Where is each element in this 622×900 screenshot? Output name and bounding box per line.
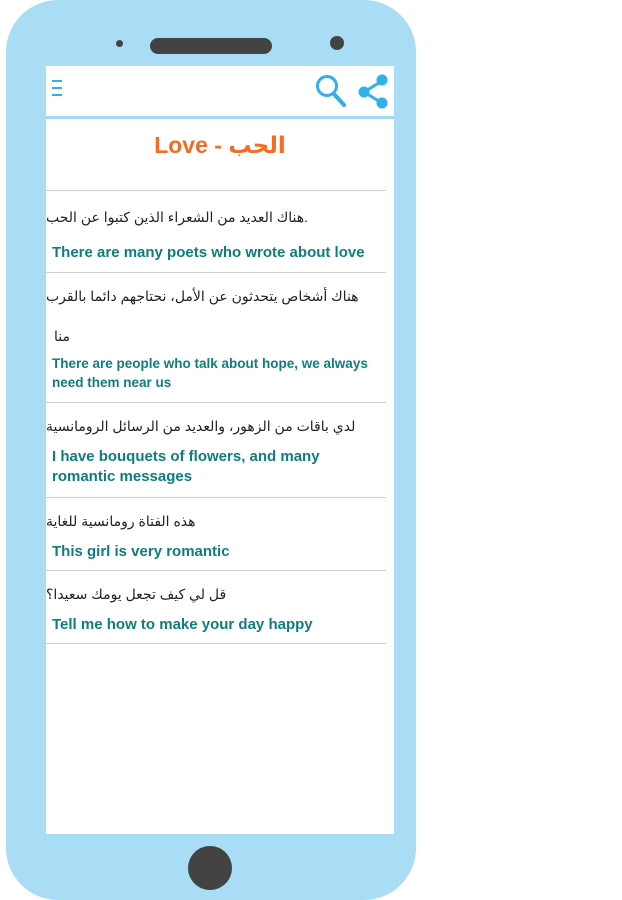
phrase-arabic: قل لي كيف تجعل يومك سعيدا؟ (46, 586, 227, 602)
phrase-english: There are people who talk about hope, we always need them near us (52, 356, 368, 390)
divider (46, 402, 386, 403)
divider (46, 190, 386, 191)
title-arabic: الحب (228, 132, 286, 158)
front-camera (330, 36, 344, 50)
phone-screen (46, 66, 394, 834)
phone-frame (6, 0, 416, 900)
divider (46, 497, 386, 498)
phrase-english: Tell me how to make your day happy (52, 616, 313, 633)
phrase-english: This girl is very romantic (52, 543, 230, 560)
earpiece-speaker (150, 38, 272, 54)
divider (46, 272, 386, 273)
search-icon[interactable] (314, 72, 348, 110)
divider (46, 570, 386, 571)
page-title (46, 132, 394, 159)
phrase-arabic: هناك العديد من الشعراء الذين كتبوا عن الحب. (46, 209, 309, 225)
home-button[interactable] (188, 846, 232, 890)
divider (46, 643, 386, 644)
phrase-arabic: هذه الفتاة رومانسية للغاية (46, 513, 196, 529)
share-icon[interactable] (356, 72, 390, 110)
phrase-arabic-continued: منا (54, 328, 70, 344)
title-english: Love (154, 132, 208, 158)
app-bar (46, 66, 394, 119)
phrase-arabic: هناك أشخاص يتحدثون عن الأمل، نحتاجهم دائما بالقرب (46, 288, 359, 304)
phrase-arabic: لدي باقات من الزهور، والعديد من الرسائل الرومانسية (46, 418, 356, 434)
menu-icon[interactable] (52, 80, 62, 98)
front-sensor (116, 40, 123, 47)
phrase-english: There are many poets who wrote about love (52, 244, 365, 261)
title-separator: - (214, 132, 222, 158)
phrase-english: I have bouquets of flowers, and many romantic messages (52, 448, 320, 485)
